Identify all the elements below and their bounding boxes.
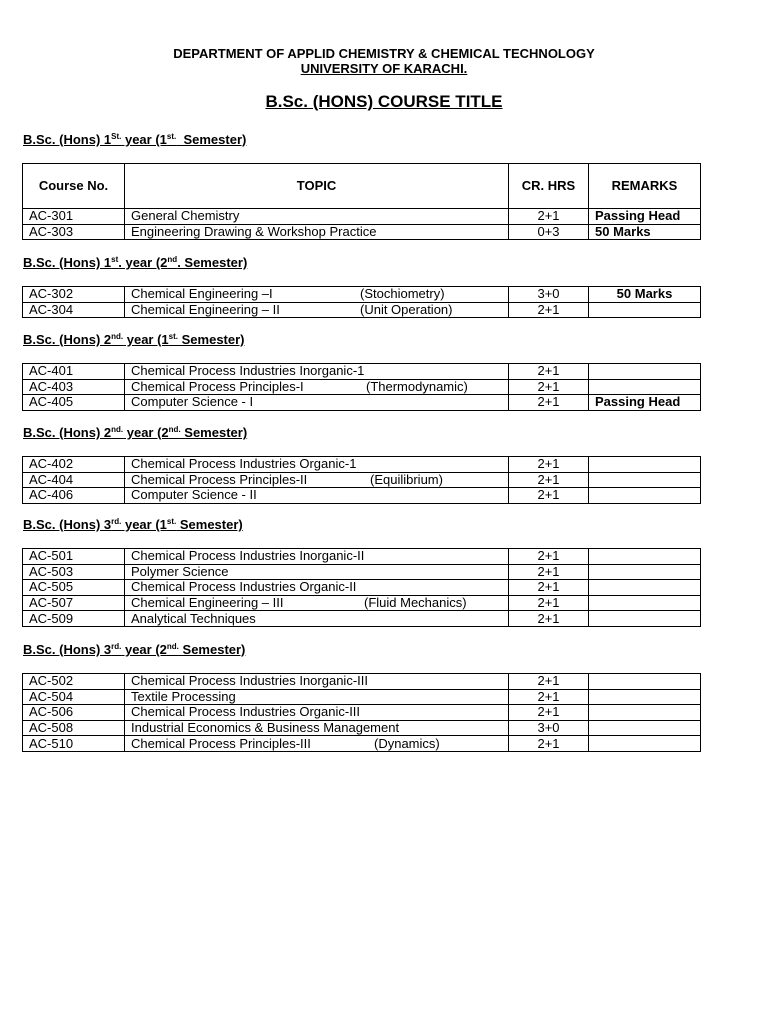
remarks-cell: 50 Marks	[589, 224, 701, 240]
course-no-cell: AC-510	[23, 736, 125, 752]
topic-title: Chemical Engineering – III	[131, 595, 284, 611]
semester-heading: B.Sc. (Hons) $3^{rd.}$ year ($1^{st.}$ Semester)	[23, 517, 243, 532]
topic-cell: Computer Science - II	[125, 488, 509, 504]
course-no-cell: AC-304	[23, 302, 125, 318]
topic-subtitle: (Dynamics)	[374, 735, 440, 751]
topic-cell	[125, 302, 509, 318]
cr-hrs-cell: 2+1	[509, 595, 589, 611]
topic-subtitle: (Equilibrium)	[370, 472, 443, 487]
topic-cell: Engineering Drawing & Workshop Practice	[125, 224, 509, 240]
column-header-course-no: Course No.	[23, 164, 125, 209]
course-no-cell: AC-509	[23, 611, 125, 627]
remarks-cell	[589, 457, 701, 473]
topic-subtitle: (Thermodynamic)	[366, 379, 468, 394]
cr-hrs-cell: 2+1	[509, 611, 589, 627]
course-table	[22, 548, 701, 627]
topic-cell: Industrial Economics & Business Management	[125, 720, 509, 736]
university-name-line	[0, 61, 768, 76]
topic-title: Chemical Process Principles-I	[131, 379, 304, 394]
topic-cell: Computer Science - I	[125, 395, 509, 411]
table-row	[23, 549, 701, 565]
table-row	[23, 364, 701, 380]
cr-hrs-cell: 2+1	[509, 209, 589, 225]
table-row	[23, 287, 701, 303]
table-row	[23, 472, 701, 488]
semester-heading: B.Sc. (Hons) $2^{nd.}$ year ($2^{nd.}$ Semester)	[23, 425, 248, 440]
topic-cell: Chemical Process Industries Inorganic-II	[125, 549, 509, 565]
course-no-cell: AC-406	[23, 488, 125, 504]
remarks-cell: Passing Head	[589, 395, 701, 411]
cr-hrs-cell: 2+1	[509, 302, 589, 318]
topic-title: Chemical Engineering –I	[131, 286, 273, 302]
cr-hrs-cell: 2+1	[509, 379, 589, 395]
semester-heading: B.Sc. (Hons) $2^{nd.}$ year ($1^{st.}$ Semester)	[23, 332, 245, 347]
cr-hrs-cell: 2+1	[509, 457, 589, 473]
topic-title: Chemical Process Principles-II	[131, 472, 308, 487]
column-header-cr-hrs: CR. HRS	[509, 164, 589, 209]
topic-cell: Polymer Science	[125, 564, 509, 580]
remarks-cell	[589, 580, 701, 596]
topic-subtitle: (Fluid Mechanics)	[364, 595, 467, 611]
topic-cell: Chemical Process Industries Inorganic-III	[125, 674, 509, 690]
topic-subtitle: (Stochiometry)	[360, 286, 445, 302]
remarks-cell: Passing Head	[589, 209, 701, 225]
topic-cell: Chemical Process Industries Organic-II	[125, 580, 509, 596]
course-table	[22, 286, 701, 318]
remarks-cell	[589, 689, 701, 705]
course-no-cell: AC-502	[23, 674, 125, 690]
semester-heading: B.Sc. (Hons) $1^{St.}$ year ($1^{st.}$ Semester)	[23, 132, 247, 147]
course-no-cell: AC-405	[23, 395, 125, 411]
course-no-cell: AC-401	[23, 364, 125, 380]
course-no-cell: AC-301	[23, 209, 125, 225]
topic-cell: General Chemistry	[125, 209, 509, 225]
remarks-cell	[589, 720, 701, 736]
cr-hrs-cell: 2+1	[509, 549, 589, 565]
semester-heading: B.Sc. (Hons) 1st. year (2nd. Semester)	[23, 255, 248, 270]
table-row	[23, 395, 701, 411]
course-no-cell: AC-506	[23, 705, 125, 721]
course-table	[22, 456, 701, 504]
cr-hrs-cell: 3+0	[509, 287, 589, 303]
course-no-cell: AC-505	[23, 580, 125, 596]
column-header-remarks: REMARKS	[589, 164, 701, 209]
table-row	[23, 720, 701, 736]
remarks-cell	[589, 595, 701, 611]
table-row	[23, 209, 701, 225]
course-no-cell: AC-508	[23, 720, 125, 736]
course-no-cell: AC-403	[23, 379, 125, 395]
cr-hrs-cell: 2+1	[509, 488, 589, 504]
table-row	[23, 488, 701, 504]
course-table	[22, 163, 701, 240]
topic-cell: Chemical Process Industries Organic-1	[125, 457, 509, 473]
topic-cell	[125, 595, 509, 611]
topic-cell	[125, 379, 509, 395]
remarks-cell	[589, 472, 701, 488]
topic-cell	[125, 472, 509, 488]
topic-cell: Analytical Techniques	[125, 611, 509, 627]
table-row	[23, 611, 701, 627]
table-row	[23, 457, 701, 473]
remarks-cell	[589, 705, 701, 721]
course-no-cell: AC-402	[23, 457, 125, 473]
cr-hrs-cell: 0+3	[509, 224, 589, 240]
course-no-cell: AC-503	[23, 564, 125, 580]
table-row	[23, 595, 701, 611]
topic-cell	[125, 287, 509, 303]
table-row	[23, 224, 701, 240]
cr-hrs-cell: 2+1	[509, 395, 589, 411]
table-header-row	[23, 164, 701, 209]
cr-hrs-cell: 2+1	[509, 472, 589, 488]
table-row	[23, 736, 701, 752]
document-title-line	[0, 91, 768, 113]
remarks-cell	[589, 379, 701, 395]
topic-cell: Textile Processing	[125, 689, 509, 705]
table-row	[23, 689, 701, 705]
table-row	[23, 580, 701, 596]
table-row	[23, 674, 701, 690]
cr-hrs-cell: 2+1	[509, 689, 589, 705]
course-no-cell: AC-504	[23, 689, 125, 705]
course-no-cell: AC-302	[23, 287, 125, 303]
remarks-cell	[589, 488, 701, 504]
course-no-cell: AC-501	[23, 549, 125, 565]
column-header-topic: TOPIC	[125, 164, 509, 209]
topic-cell: Chemical Process Industries Inorganic-1	[125, 364, 509, 380]
cr-hrs-cell: 2+1	[509, 674, 589, 690]
cr-hrs-cell: 2+1	[509, 564, 589, 580]
table-row	[23, 564, 701, 580]
remarks-cell	[589, 611, 701, 627]
topic-cell: Chemical Process Industries Organic-III	[125, 705, 509, 721]
remarks-cell	[589, 549, 701, 565]
course-no-cell: AC-303	[23, 224, 125, 240]
topic-title: Chemical Engineering – II	[131, 302, 280, 317]
remarks-cell: 50 Marks	[589, 287, 701, 303]
topic-title: Chemical Process Principles-III	[131, 735, 311, 751]
cr-hrs-cell: 2+1	[509, 705, 589, 721]
table-row	[23, 302, 701, 318]
course-no-cell: AC-507	[23, 595, 125, 611]
semester-heading: B.Sc. (Hons) $3^{rd.}$ year ($2^{nd.}$ Semester)	[23, 642, 246, 657]
table-row	[23, 705, 701, 721]
cr-hrs-cell: 2+1	[509, 364, 589, 380]
remarks-cell	[589, 364, 701, 380]
department-name: DEPARTMENT OF APPLID CHEMISTRY & CHEMICAL TECHNOLOGY	[173, 46, 595, 61]
remarks-cell	[589, 736, 701, 752]
cr-hrs-cell: 3+0	[509, 720, 589, 736]
university-name: UNIVERSITY OF KARACHI.	[300, 61, 468, 76]
remarks-cell	[589, 302, 701, 318]
remarks-cell	[589, 564, 701, 580]
course-table	[22, 363, 701, 411]
course-table	[22, 673, 701, 752]
topic-cell	[125, 736, 509, 752]
document-title: B.Sc. (HONS) COURSE TITLE	[265, 92, 503, 111]
course-no-cell: AC-404	[23, 472, 125, 488]
table-row	[23, 379, 701, 395]
topic-subtitle: (Unit Operation)	[360, 302, 453, 317]
cr-hrs-cell: 2+1	[509, 580, 589, 596]
remarks-cell	[589, 674, 701, 690]
cr-hrs-cell: 2+1	[509, 736, 589, 752]
